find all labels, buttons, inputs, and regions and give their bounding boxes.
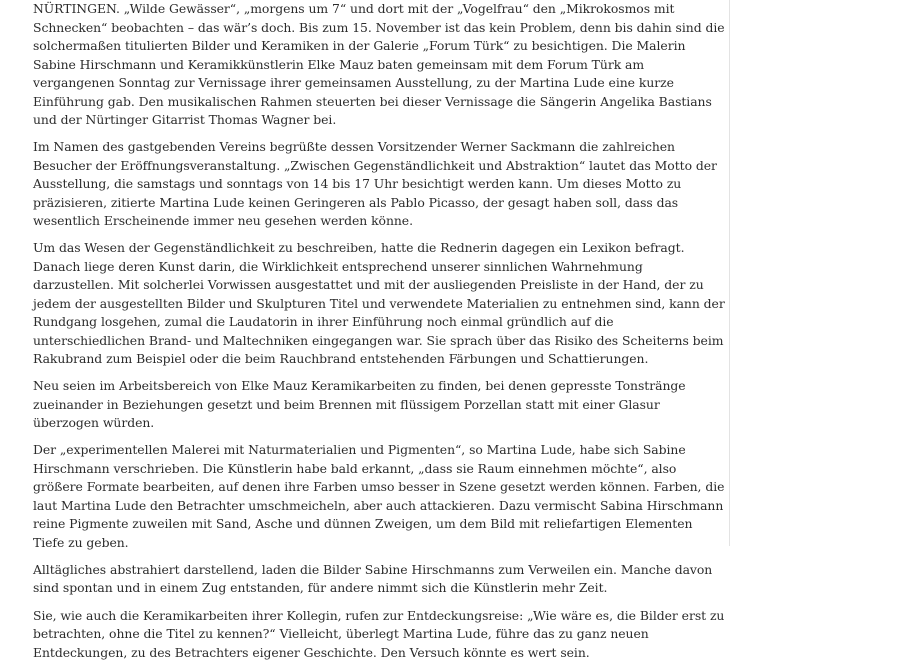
article-paragraph-2: Im Namen des gastgebenden Vereins begrüßte dessen Vorsitzender Werner Sackmann die zahlreichen Besucher der Eröffnungsveranstaltung. „Zwischen Gegenständlichkeit und Abstraktion“ lautet das Motto der Ausstellung, die samstags und sonntags von 14 bis 17 Uhr besichtigt werden kann. Um dieses Motto zu präzisieren, zitierte Martina Lude keinen Geringeren als Pablo Picasso, der gesagt haben soll, dass das wesentlich Erscheinende immer neu gesehen werden könne. bbox=[33, 139, 717, 229]
article-paragraph-7: Sie, wie auch die Keramikarbeiten ihrer Kollegin, rufen zur Entdeckungsreise: „Wie wäre es, die Bilder erst zu betrachten, ohne die Titel zu kennen?“ Vielleicht, überlegt Martina Lude, führe das zu ganz neuen Entdeckungen, zu des Betrachters eigener Geschichte. Den Versuch könnte es wert sein. bbox=[33, 607, 725, 660]
column-divider bbox=[729, 0, 730, 546]
article-paragraph-1: NÜRTINGEN. „Wilde Gewässer“, „morgens um 7“ und dort mit der „Vogelfrau“ den „Mikrokosmos mit Schnecken“ beobachten – das wär’s doch. Bis zum 15. November ist das kein Problem, denn bis dahin sind die solchermaßen titulierten Bilder und Keramiken in der Galerie „Forum Türk“ zu besichtigen. Die Malerin Sabine Hirschmann und Keramikkünstlerin Elke Mauz baten gemeinsam mit dem Forum Türk am vergangenen Sonntag zur Vernissage ihrer gemeinsamen Ausstellung, zu der Martina Lude eine kurze Einführung gab. Den musikalischen Rahmen steuerten bei dieser Vernissage die Sängerin Angelika Bastians und der Nürtinger Gitarrist Thomas Wagner bei. bbox=[33, 1, 725, 127]
article-paragraph-5: Der „experimentellen Malerei mit Naturmaterialien und Pigmenten“, so Martina Lude, habe sich Sabine Hirschmann verschrieben. Die Künstlerin habe bald erkannt, „dass sie Raum einnehmen möchte“, also größere Formate bearbeiten, auf denen ihre Farben umso besser in Szene gesetzt werden können. Farben, die laut Martina Lude den Betrachter umschmeicheln, aber auch attackieren. Dazu vermischt Sabina Hirschmann reine Pigmente zuweilen mit Sand, Asche und dünnen Zweigen, um dem Bild mit reliefartigen Elementen Tiefe zu geben. bbox=[33, 442, 725, 550]
article-body bbox=[33, 0, 725, 671]
article-paragraph-6: Alltägliches abstrahiert darstellend, laden die Bilder Sabine Hirschmanns zum Verweilen ein. Manche davon sind spontan und in einem Zug entstanden, für andere nimmt sich die Künstlerin mehr Zeit. bbox=[33, 561, 713, 596]
article-paragraph-3: Um das Wesen der Gegenständlichkeit zu beschreiben, hatte die Rednerin dagegen ein Lexikon befragt. Danach liege deren Kunst darin, die Wirklichkeit entsprechend unserer sinnlichen Wahrnehmung darzustellen. Mit solcherlei Vorwissen ausgestattet und mit der ausliegenden Preisliste in der Hand, der zu jedem der ausgestellten Bilder und Skulpturen Titel und verwendete Materialien zu entnehmen sind, kann der Rundgang losgehen, zumal die Laudatorin in ihrer Einführung noch einmal gründlich auf die unterschiedlichen Brand- und Maltechniken eingegangen war. Sie sprach über das Risiko des Scheiterns beim Rakubrand zum Beispiel oder die beim Rauchbrand entstehenden Färbungen und Schattierungen. bbox=[33, 240, 725, 367]
article-paragraph-4: Neu seien im Arbeitsbereich von Elke Mauz Keramikarbeiten zu finden, bei denen gepresste Tonstränge zueinander in Beziehungen gesetzt und beim Brennen mit flüssigem Porzellan statt mit einer Glasur überzogen würden. bbox=[33, 378, 686, 431]
